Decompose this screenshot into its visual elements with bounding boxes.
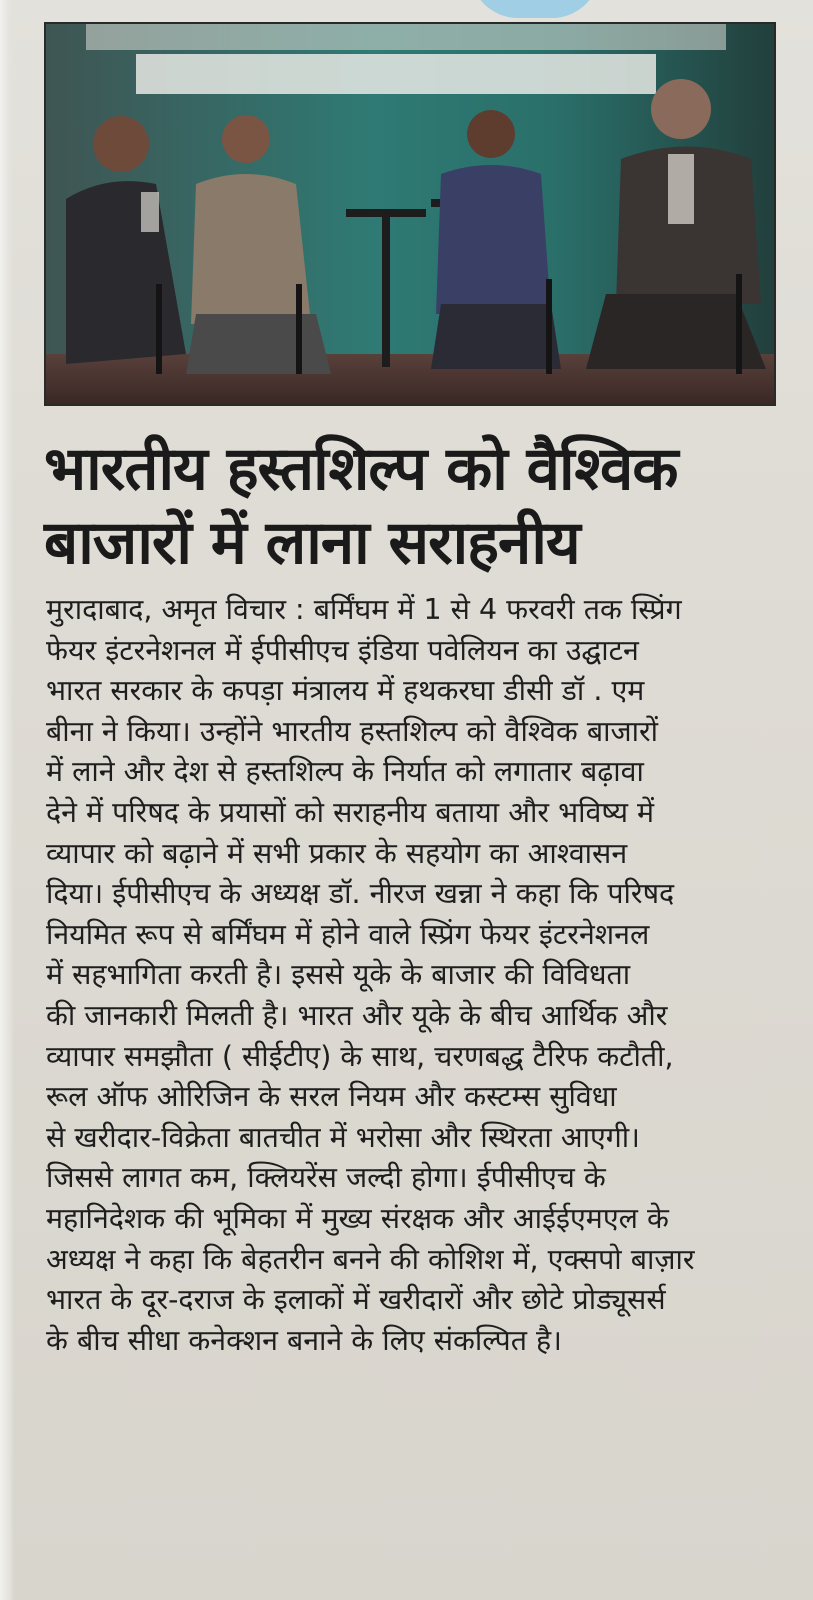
article-body [46,590,786,1361]
body-line: व्यापार को बढ़ाने में सभी प्रकार के सहयोग का आश्वासन [46,836,628,870]
body-line: की जानकारी मिलती है। भारत और यूके के बीच आर्थिक और [46,998,668,1032]
headline-line-2: बाजारों में लाना सराहनीय [44,508,580,578]
body-line: भारत सरकार के कपड़ा मंत्रालय में हथकरघा डीसी डॉ . एम [46,674,645,708]
body-line: में लाने और देश से हस्तशिल्प के निर्यात को लगातार बढ़ावा [46,755,644,789]
body-line: के बीच सीधा कनेक्शन बनाने के लिए संकल्पित है। [46,1323,562,1357]
body-line: में सहभागिता करती है। इससे यूके के बाजार की विविधता [46,958,631,992]
body-line: रूल ऑफ ओरिजिन के सरल नियम और कस्टम्स सुविधा [46,1080,617,1114]
panel-discussion-photo [44,22,776,406]
body-line: नियमित रूप से बर्मिंघम में होने वाले स्प्रिंग फेयर इंटरनेशनल [46,917,650,951]
body-line: जिससे लागत कम, क्लियरेंस जल्दी होगा। ईपीसीएच के [46,1161,606,1195]
article-headline [44,432,784,580]
body-line: फेयर इंटरनेशनल में ईपीसीएच इंडिया पवेलियन का उद्घाटन [46,633,639,667]
body-line: से खरीदार-विक्रेता बातचीत में भरोसा और स्थिरता आएगी। [46,1120,640,1154]
body-line: दिया। ईपीसीएच के अध्यक्ष डॉ. नीरज खन्ना ने कहा कि परिषद [46,877,675,911]
body-line: बीना ने किया। उन्होंने भारतीय हस्तशिल्प को वैश्विक बाजारों [46,714,659,748]
paper-edge [0,0,14,1600]
body-line: मुरादाबाद, अमृत विचार : बर्मिंघम में 1 से 4 फरवरी तक स्प्रिंग [46,593,682,626]
photo-illustration [46,24,774,404]
body-line: अध्यक्ष ने कहा कि बेहतरीन बनने की कोशिश में, एक्सपो बाज़ार [46,1242,695,1276]
headline-line-1: भारतीय हस्तशिल्प को वैश्विक [44,434,678,504]
body-line: भारत के दूर-दराज के इलाकों में खरीदारों और छोटे प्रोड्यूसर्स [46,1283,666,1317]
body-line: व्यापार समझौता ( सीईटीए) के साथ, चरणबद्ध टैरिफ कटौती, [46,1039,674,1073]
body-line: महानिदेशक की भूमिका में मुख्य संरक्षक और आईईएमएल के [46,1201,669,1235]
body-line: देने में परिषद के प्रयासों को सराहनीय बताया और भविष्य में [46,795,655,829]
